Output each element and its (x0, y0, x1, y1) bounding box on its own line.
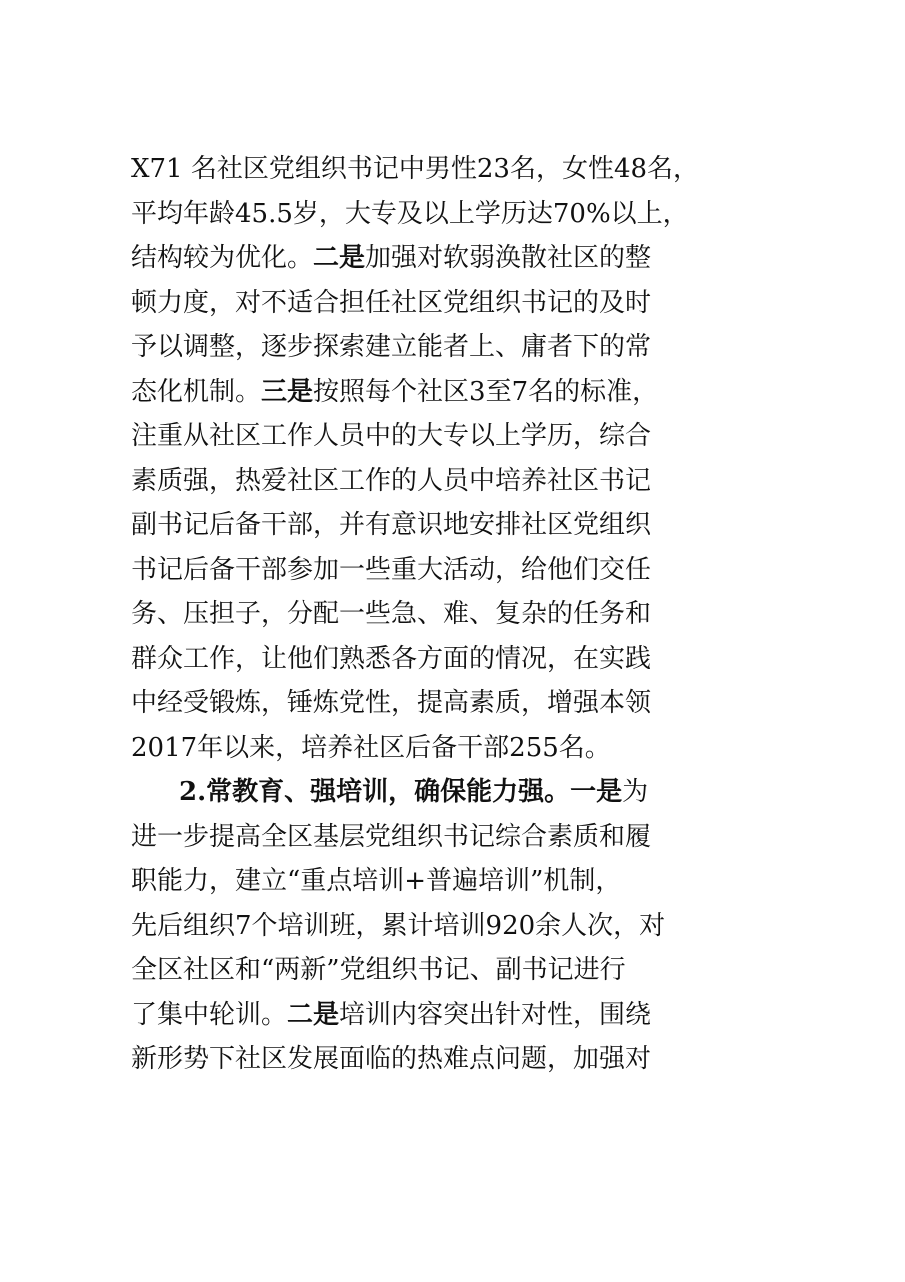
bold-text-segment: 二是 (313, 243, 366, 273)
text-line (131, 548, 781, 593)
text-segment: 予以调整，逐步探索建立能者上、庸者下的常 (131, 332, 652, 362)
text-line (131, 859, 781, 904)
text-line (131, 726, 781, 771)
text-line (131, 503, 781, 548)
text-line (131, 325, 781, 370)
text-segment: 结构较为优化。 (131, 243, 314, 273)
body-text (131, 147, 781, 1082)
text-line (131, 948, 781, 993)
text-segment: 全区社区和“两新”党组织书记、副书记进行 (131, 955, 626, 985)
text-line (131, 1037, 781, 1082)
text-segment: 素质强，热爱社区工作的人员中培养社区书记 (131, 465, 652, 496)
text-segment: 进一步提高全区基层党组织书记综合素质和履 (131, 821, 652, 852)
text-line (131, 904, 781, 949)
bold-text-segment: 二是 (287, 999, 340, 1030)
text-segment: 顿力度，对不适合担任社区党组织书记的及时 (131, 287, 652, 318)
text-line (131, 281, 781, 326)
text-segment: 按照每个社区3至7名的标准， (313, 376, 659, 407)
text-line (131, 770, 781, 815)
text-segment: 态化机制。 (131, 376, 262, 407)
text-line (131, 147, 781, 192)
text-segment: 书记后备干部参加一些重大活动，给他们交任 (131, 554, 652, 585)
text-line (131, 414, 781, 459)
text-segment: 平均年龄45.5岁，大专及以上学历达70%以上， (131, 198, 689, 229)
text-segment: 为 (622, 777, 649, 807)
text-segment: 副书记后备干部，并有意识地安排社区党组织 (131, 510, 652, 540)
text-segment: 职能力，建立“重点培训+普遍培训”机制， (131, 866, 622, 896)
text-line (131, 815, 781, 860)
text-segment: 了集中轮训。 (131, 999, 288, 1030)
text-segment: 加强对软弱涣散社区的整 (365, 243, 652, 273)
text-segment: 注重从社区工作人员中的大专以上学历，综合 (131, 421, 652, 451)
bold-text-segment: 三是 (261, 376, 314, 407)
text-line (131, 592, 781, 637)
text-line (131, 192, 781, 237)
text-segment: 2017年以来，培养社区后备干部255名。 (131, 732, 611, 763)
text-segment: 群众工作，让他们熟悉各方面的情况，在实践 (131, 643, 652, 674)
text-segment: 新形势下社区发展面临的热难点问题，加强对 (131, 1044, 652, 1074)
text-line (131, 370, 781, 415)
text-segment: X71 名社区党组织书记中男性23名，女性48名， (131, 154, 700, 184)
text-line (131, 637, 781, 682)
text-line (131, 236, 781, 281)
text-segment: 中经受锻炼，锤炼党性，提高素质，增强本领 (131, 688, 652, 718)
text-segment: 务、压担子，分配一些急、难、复杂的任务和 (131, 599, 652, 629)
text-line (131, 681, 781, 726)
text-line (131, 993, 781, 1038)
bold-text-segment: 2.常教育、强培训，确保能力强。一是 (179, 777, 623, 807)
text-segment: 培训内容突出针对性，围绕 (339, 999, 652, 1030)
text-segment: 先后组织7个培训班，累计培训920余人次，对 (131, 910, 666, 941)
text-line (131, 459, 781, 504)
